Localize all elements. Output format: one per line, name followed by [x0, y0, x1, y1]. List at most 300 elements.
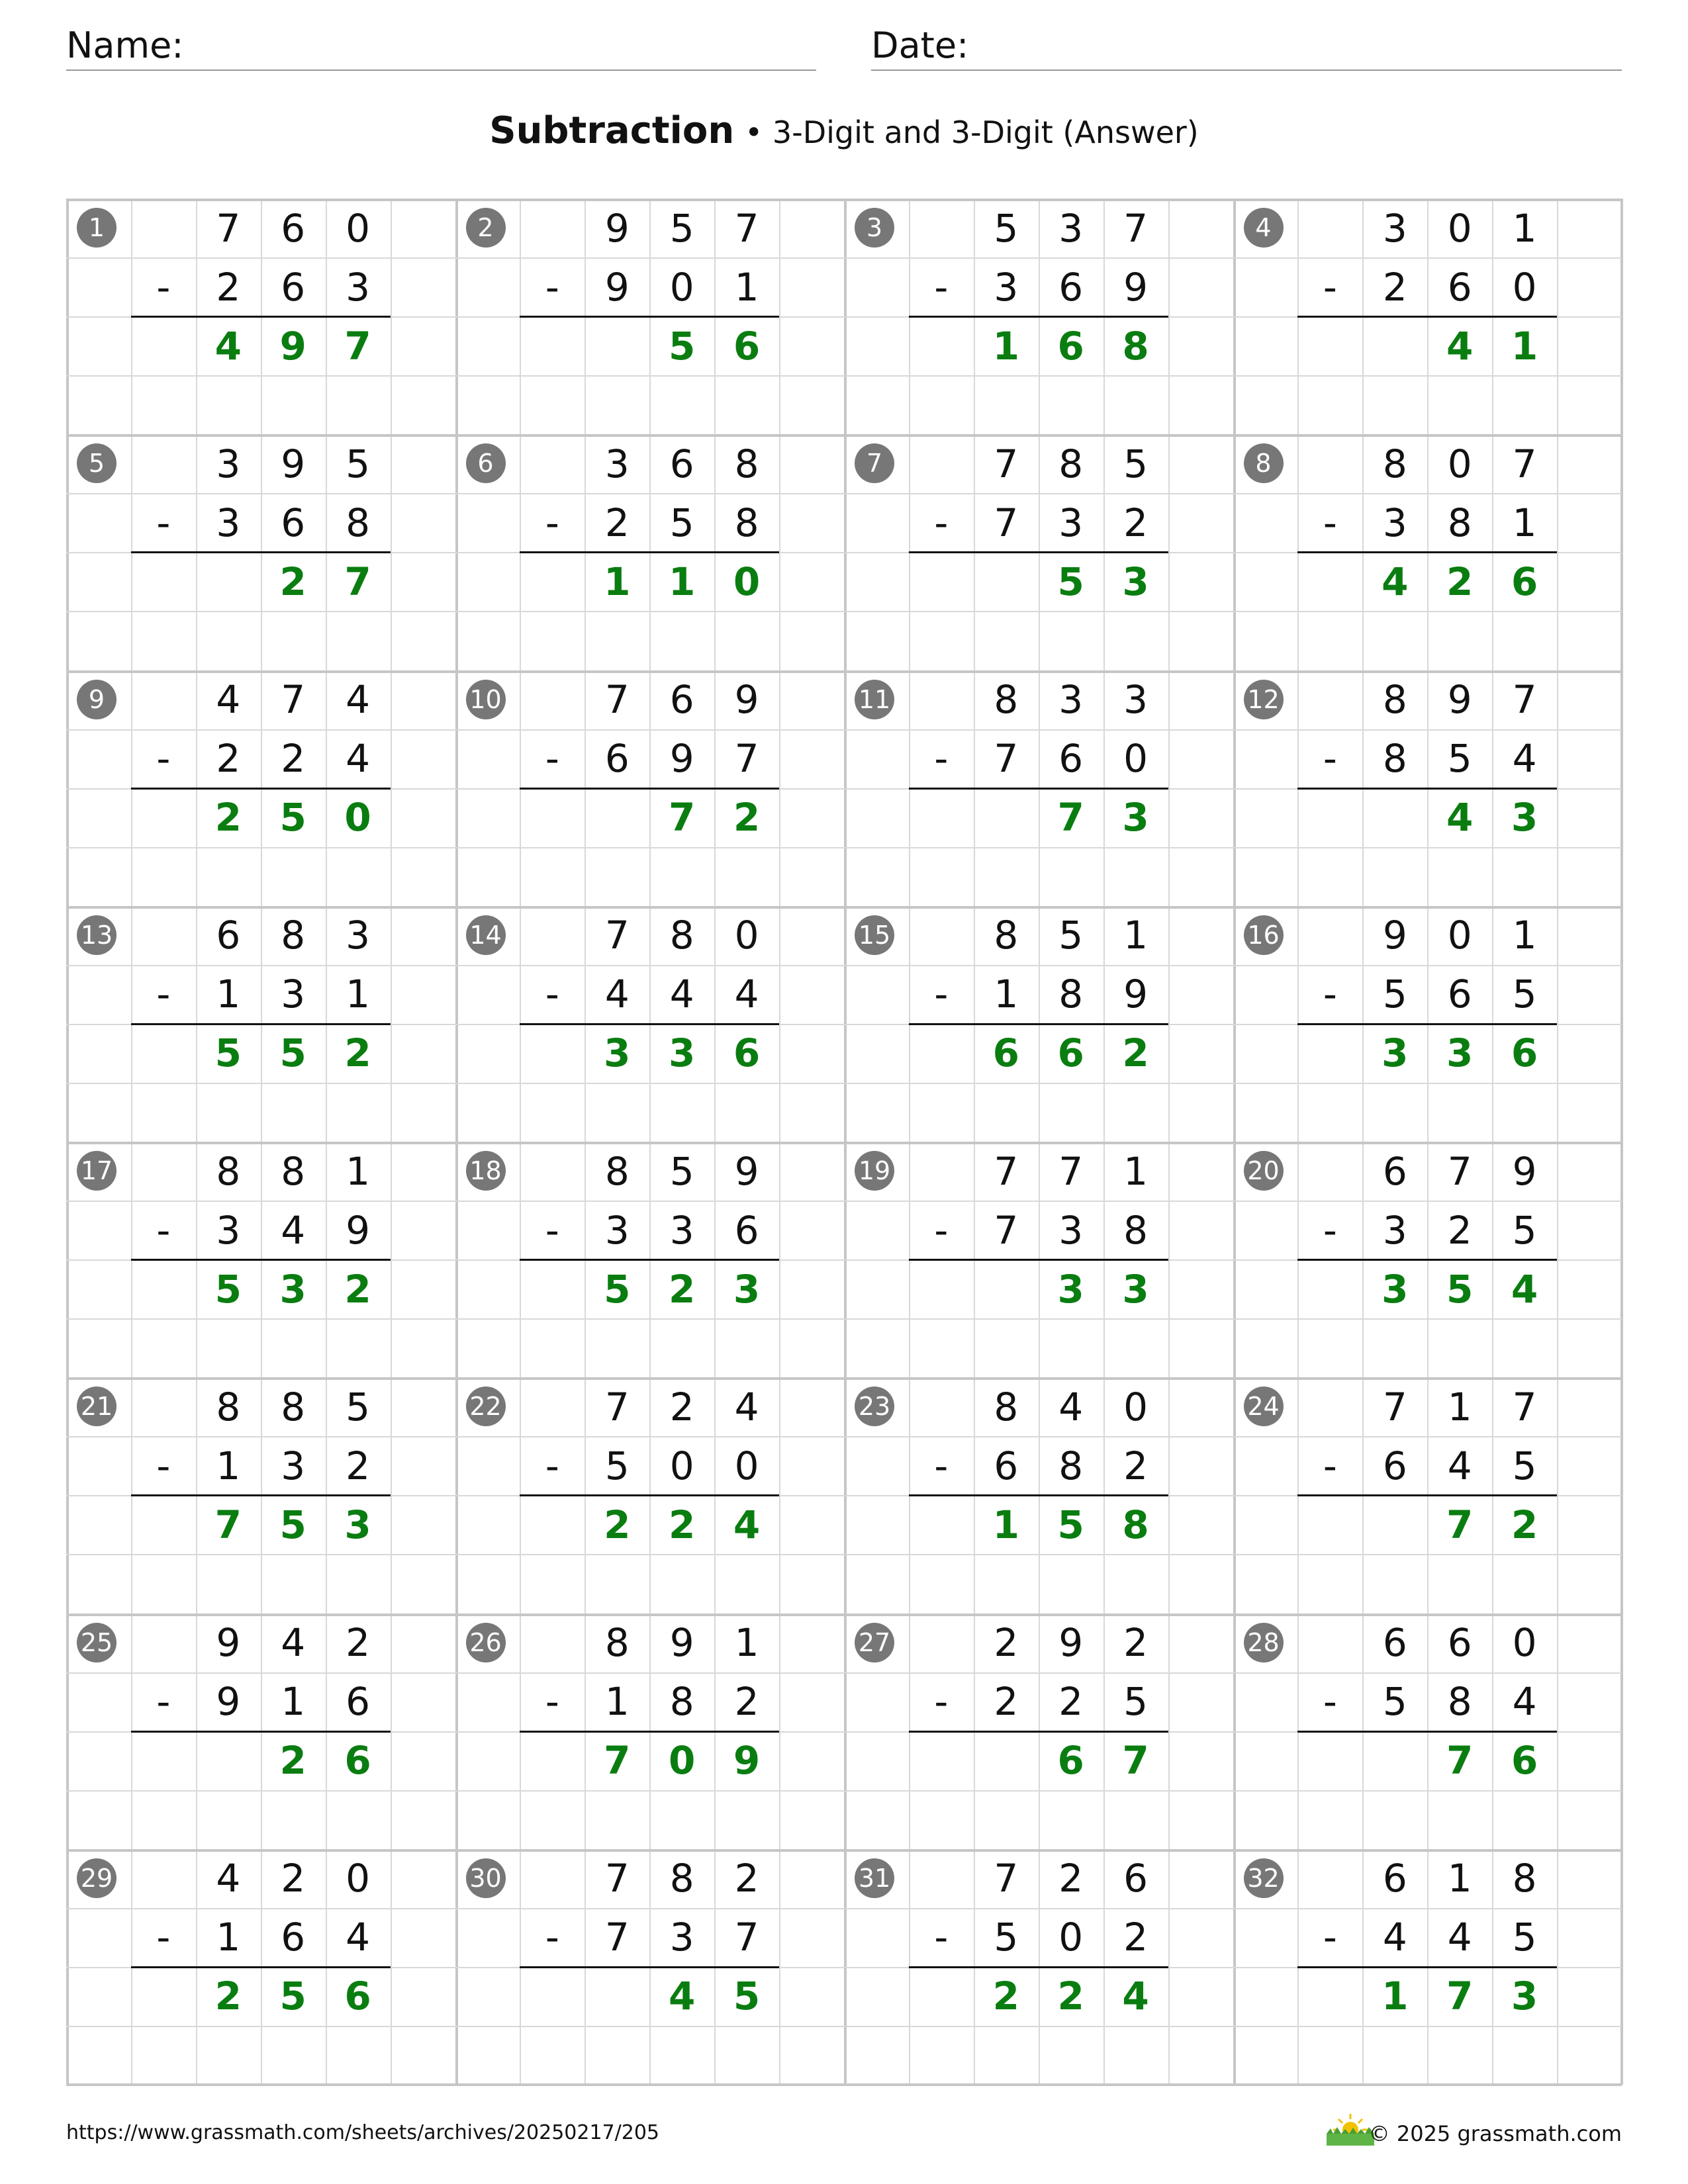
- answer-digit: 2: [1511, 1502, 1538, 1547]
- answer-digit: 9: [733, 1738, 761, 1784]
- subtrahend-digit: 3: [604, 1207, 630, 1253]
- minuend-digit: 9: [1382, 913, 1407, 958]
- subtrahend-digit: 1: [216, 1443, 241, 1488]
- minuend-digit: 1: [1447, 1856, 1472, 1901]
- problem-number-badge: 29: [77, 1858, 117, 1898]
- subtrahend-digit: 4: [346, 1915, 371, 1960]
- answer-rule: [1297, 1731, 1557, 1733]
- problem-number-badge: 14: [466, 915, 506, 955]
- subtrahend-digit: 2: [1447, 1207, 1472, 1253]
- minus-sign: -: [156, 1915, 171, 1960]
- minuend-digit: 0: [346, 1856, 371, 1901]
- subtrahend-digit: 8: [734, 500, 759, 545]
- minuend-digit: 5: [1058, 913, 1084, 958]
- minuend-digit: 7: [281, 677, 306, 723]
- minus-sign: -: [1323, 1207, 1337, 1253]
- subtrahend-digit: 9: [1123, 264, 1149, 310]
- problem-number-badge: 17: [77, 1151, 117, 1191]
- answer-digit: 3: [604, 1030, 631, 1076]
- subtrahend-digit: 2: [216, 264, 241, 310]
- minuend-digit: 8: [281, 1148, 306, 1194]
- minuend-digit: 9: [216, 1620, 241, 1666]
- minuend-digit: 4: [734, 1384, 759, 1430]
- minuend-digit: 5: [346, 441, 371, 486]
- minus-sign: -: [1323, 736, 1337, 782]
- minus-sign: -: [156, 1679, 171, 1725]
- problem-number-badge: 16: [1244, 915, 1284, 955]
- subtrahend-digit: 0: [734, 1443, 759, 1488]
- minuend-digit: 7: [604, 677, 630, 723]
- name-label: Name:: [66, 24, 184, 66]
- minuend-digit: 3: [216, 441, 241, 486]
- answer-rule: [520, 1966, 779, 1968]
- answer-rule: [520, 1023, 779, 1025]
- answer-digit: 1: [992, 323, 1019, 369]
- answer-digit: 7: [1446, 1738, 1474, 1784]
- minus-sign: -: [545, 972, 559, 1017]
- footer-copyright: © 2025 grassmath.com: [1368, 2121, 1622, 2146]
- subtrahend-digit: 6: [346, 1679, 371, 1725]
- subtrahend-digit: 7: [734, 736, 759, 782]
- minuend-digit: 7: [604, 913, 630, 958]
- minuend-digit: 1: [1512, 913, 1537, 958]
- problem-number-badge: 12: [1244, 680, 1284, 719]
- answer-digit: 2: [1122, 1030, 1149, 1076]
- subtrahend-digit: 5: [1447, 736, 1472, 782]
- answer-digit: 7: [1446, 1502, 1474, 1547]
- answer-rule: [520, 1259, 779, 1261]
- answer-digit: 3: [733, 1266, 761, 1312]
- subtrahend-digit: 4: [1512, 1679, 1537, 1725]
- subtrahend-digit: 6: [1058, 736, 1084, 782]
- minuend-digit: 9: [734, 1148, 759, 1194]
- subtrahend-digit: 9: [604, 264, 630, 310]
- problem-number-badge: 28: [1244, 1623, 1284, 1662]
- minus-sign: -: [934, 500, 949, 545]
- problem-number-badge: 7: [855, 443, 894, 483]
- problem-number-badge: 13: [77, 915, 117, 955]
- subtrahend-digit: 3: [281, 972, 306, 1017]
- answer-rule: [131, 1731, 391, 1733]
- subtrahend-digit: 4: [734, 972, 759, 1017]
- minuend-digit: 2: [281, 1856, 306, 1901]
- answer-digit: 6: [1511, 1030, 1538, 1076]
- answer-digit: 4: [1511, 1266, 1538, 1312]
- answer-digit: 0: [669, 1738, 696, 1784]
- answer-rule: [909, 1259, 1168, 1261]
- answer-digit: 4: [1382, 559, 1409, 604]
- subtrahend-digit: 7: [994, 500, 1019, 545]
- minuend-digit: 9: [281, 441, 306, 486]
- subtrahend-digit: 3: [346, 264, 371, 310]
- minuend-digit: 2: [1123, 1620, 1149, 1666]
- minus-sign: -: [934, 1679, 949, 1725]
- answer-digit: 5: [733, 1974, 761, 2019]
- subtrahend-digit: 5: [1512, 1443, 1537, 1488]
- answer-digit: 5: [214, 1266, 242, 1312]
- minuend-digit: 8: [281, 1384, 306, 1430]
- minuend-digit: 7: [734, 205, 759, 251]
- subtrahend-digit: 8: [346, 500, 371, 545]
- answer-rule: [1297, 1259, 1557, 1261]
- subtrahend-digit: 4: [1512, 736, 1537, 782]
- subtrahend-digit: 1: [994, 972, 1019, 1017]
- minuend-digit: 8: [216, 1148, 241, 1194]
- answer-rule: [131, 1966, 391, 1968]
- subtrahend-digit: 5: [1512, 972, 1537, 1017]
- answer-digit: 2: [604, 1502, 631, 1547]
- subtrahend-digit: 6: [604, 736, 630, 782]
- subtrahend-digit: 2: [1058, 1679, 1084, 1725]
- answer-digit: 2: [344, 1266, 371, 1312]
- subtrahend-digit: 6: [281, 264, 306, 310]
- minuend-digit: 8: [669, 1856, 694, 1901]
- answer-digit: 6: [344, 1738, 371, 1784]
- subtrahend-digit: 3: [1058, 500, 1084, 545]
- name-line: [66, 69, 816, 71]
- minus-sign: -: [156, 1443, 171, 1488]
- subtrahend-digit: 9: [216, 1679, 241, 1725]
- subtrahend-digit: 6: [1058, 264, 1084, 310]
- answer-digit: 0: [344, 795, 371, 841]
- minuend-digit: 1: [734, 1620, 759, 1666]
- subtrahend-digit: 2: [216, 736, 241, 782]
- answer-digit: 2: [279, 1738, 306, 1784]
- minuend-digit: 7: [1512, 677, 1537, 723]
- subtrahend-digit: 0: [1058, 1915, 1084, 1960]
- answer-rule: [131, 1494, 391, 1496]
- subtrahend-digit: 5: [669, 500, 694, 545]
- minuend-digit: 9: [1512, 1148, 1537, 1194]
- grid-hline: [66, 847, 1622, 848]
- answer-rule: [909, 1731, 1168, 1733]
- minus-sign: -: [1323, 1443, 1337, 1488]
- answer-digit: 5: [1446, 1266, 1474, 1312]
- minuend-digit: 7: [604, 1384, 630, 1430]
- date-line: [871, 69, 1622, 71]
- answer-digit: 6: [1057, 323, 1084, 369]
- subtrahend-digit: 2: [604, 500, 630, 545]
- subtrahend-digit: 5: [604, 1443, 630, 1488]
- answer-digit: 2: [214, 795, 242, 841]
- answer-rule: [1297, 316, 1557, 318]
- minuend-digit: 9: [669, 1620, 694, 1666]
- name-field[interactable]: [66, 21, 816, 71]
- answer-rule: [131, 316, 391, 318]
- answer-rule: [909, 551, 1168, 553]
- minuend-digit: 6: [669, 677, 694, 723]
- minuend-digit: 6: [1382, 1620, 1407, 1666]
- minuend-digit: 8: [994, 677, 1019, 723]
- minuend-digit: 4: [1058, 1384, 1084, 1430]
- minuend-digit: 3: [1382, 205, 1407, 251]
- minuend-digit: 8: [1512, 1856, 1537, 1901]
- minuend-digit: 7: [1512, 441, 1537, 486]
- answer-digit: 0: [733, 559, 761, 604]
- answer-rule: [520, 1731, 779, 1733]
- subtrahend-digit: 2: [734, 1679, 759, 1725]
- minuend-digit: 8: [216, 1384, 241, 1430]
- subtrahend-digit: 4: [346, 736, 371, 782]
- problem-number-badge: 23: [855, 1387, 894, 1426]
- subtrahend-digit: 8: [669, 1679, 694, 1725]
- answer-digit: 2: [1446, 559, 1474, 604]
- minuend-digit: 9: [734, 677, 759, 723]
- answer-digit: 6: [344, 1974, 371, 2019]
- problem-number-badge: 24: [1244, 1387, 1284, 1426]
- minuend-digit: 0: [734, 913, 759, 958]
- answer-digit: 4: [1122, 1974, 1149, 2019]
- answer-rule: [909, 788, 1168, 790]
- answer-digit: 3: [1057, 1266, 1084, 1312]
- minus-sign: -: [545, 1443, 559, 1488]
- answer-digit: 6: [733, 1030, 761, 1076]
- subtrahend-digit: 3: [1382, 1207, 1407, 1253]
- minuend-digit: 8: [281, 913, 306, 958]
- answer-rule: [1297, 551, 1557, 553]
- subtrahend-digit: 3: [669, 1207, 694, 1253]
- answer-digit: 1: [1511, 323, 1538, 369]
- subtrahend-digit: 7: [604, 1915, 630, 1960]
- answer-digit: 2: [1057, 1974, 1084, 2019]
- subtrahend-digit: 2: [281, 736, 306, 782]
- subtrahend-digit: 8: [1382, 736, 1407, 782]
- answer-digit: 9: [279, 323, 306, 369]
- minuend-digit: 0: [1447, 441, 1472, 486]
- problem-number-badge: 26: [466, 1623, 506, 1662]
- problem-number-badge: 11: [855, 680, 894, 719]
- problem-number-badge: 3: [855, 208, 894, 248]
- minuend-digit: 6: [281, 205, 306, 251]
- minuend-digit: 7: [994, 1856, 1019, 1901]
- problem-number-badge: 8: [1244, 443, 1284, 483]
- subtrahend-digit: 8: [1058, 1443, 1084, 1488]
- answer-digit: 3: [1446, 1030, 1474, 1076]
- subtrahend-digit: 4: [1447, 1915, 1472, 1960]
- minuend-digit: 9: [1447, 677, 1472, 723]
- minuend-digit: 5: [1123, 441, 1149, 486]
- minuend-digit: 8: [734, 441, 759, 486]
- answer-rule: [131, 1023, 391, 1025]
- minuend-digit: 6: [1123, 1856, 1149, 1901]
- problem-number-badge: 32: [1244, 1858, 1284, 1898]
- minuend-digit: 1: [1123, 913, 1149, 958]
- minuend-digit: 3: [1058, 205, 1084, 251]
- answer-rule: [1297, 1023, 1557, 1025]
- minus-sign: -: [1323, 500, 1337, 545]
- minus-sign: -: [934, 1443, 949, 1488]
- minuend-digit: 7: [216, 205, 241, 251]
- worksheet-title: [0, 109, 1688, 152]
- problem-number-badge: 6: [466, 443, 506, 483]
- answer-rule: [909, 1023, 1168, 1025]
- subtrahend-digit: 3: [216, 1207, 241, 1253]
- problem-grid: [66, 199, 1622, 2085]
- subtrahend-digit: 1: [216, 1915, 241, 1960]
- problem-number-badge: 22: [466, 1387, 506, 1426]
- grid-hline: [66, 2026, 1622, 2027]
- subtrahend-digit: 2: [1123, 500, 1149, 545]
- answer-digit: 2: [992, 1974, 1019, 2019]
- grid-hline: [66, 2083, 1622, 2086]
- subtrahend-digit: 0: [669, 1443, 694, 1488]
- subtrahend-digit: 2: [346, 1443, 371, 1488]
- answer-digit: 5: [1057, 1502, 1084, 1547]
- minuend-digit: 6: [1382, 1148, 1407, 1194]
- subtrahend-digit: 4: [669, 972, 694, 1017]
- minuend-digit: 0: [1447, 205, 1472, 251]
- subtrahend-digit: 8: [1447, 1679, 1472, 1725]
- minus-sign: -: [545, 736, 559, 782]
- minuend-digit: 7: [1447, 1148, 1472, 1194]
- minuend-digit: 0: [1123, 1384, 1149, 1430]
- answer-digit: 8: [1122, 323, 1149, 369]
- answer-digit: 6: [1057, 1030, 1084, 1076]
- answer-digit: 7: [669, 795, 696, 841]
- answer-digit: 2: [214, 1974, 242, 2019]
- answer-digit: 7: [604, 1738, 631, 1784]
- minuend-digit: 0: [346, 205, 371, 251]
- subtrahend-digit: 5: [1382, 972, 1407, 1017]
- answer-rule: [520, 316, 779, 318]
- subtrahend-digit: 6: [1447, 972, 1472, 1017]
- answer-digit: 7: [344, 323, 371, 369]
- answer-digit: 1: [604, 559, 631, 604]
- answer-digit: 3: [1382, 1030, 1409, 1076]
- problem-number-badge: 1: [77, 208, 117, 248]
- answer-rule: [909, 316, 1168, 318]
- subtrahend-digit: 3: [1382, 500, 1407, 545]
- subtrahend-digit: 5: [1512, 1207, 1537, 1253]
- subtrahend-digit: 7: [994, 1207, 1019, 1253]
- minuend-digit: 4: [216, 677, 241, 723]
- answer-digit: 7: [214, 1502, 242, 1547]
- minuend-digit: 8: [994, 913, 1019, 958]
- problem-number-badge: 30: [466, 1858, 506, 1898]
- subtrahend-digit: 8: [1447, 500, 1472, 545]
- minuend-digit: 5: [346, 1384, 371, 1430]
- answer-rule: [1297, 788, 1557, 790]
- answer-digit: 6: [1057, 1738, 1084, 1784]
- problem-number-badge: 19: [855, 1151, 894, 1191]
- answer-digit: 3: [1122, 795, 1149, 841]
- problem-number-badge: 25: [77, 1623, 117, 1662]
- title-main: Subtraction: [489, 109, 735, 152]
- answer-digit: 3: [279, 1266, 306, 1312]
- answer-digit: 4: [214, 323, 242, 369]
- problem-number-badge: 21: [77, 1387, 117, 1426]
- subtrahend-digit: 9: [1123, 972, 1149, 1017]
- answer-digit: 3: [1122, 559, 1149, 604]
- minuend-digit: 6: [216, 913, 241, 958]
- minus-sign: -: [156, 972, 171, 1017]
- minuend-digit: 2: [1058, 1856, 1084, 1901]
- minus-sign: -: [1323, 1679, 1337, 1725]
- answer-digit: 5: [279, 1030, 306, 1076]
- subtrahend-digit: 1: [216, 972, 241, 1017]
- minuend-digit: 7: [994, 441, 1019, 486]
- minuend-digit: 8: [669, 913, 694, 958]
- answer-digit: 5: [604, 1266, 631, 1312]
- subtrahend-digit: 4: [604, 972, 630, 1017]
- answer-digit: 1: [1382, 1974, 1409, 2019]
- minuend-digit: 5: [669, 205, 694, 251]
- minuend-digit: 8: [604, 1148, 630, 1194]
- subtrahend-digit: 8: [1058, 972, 1084, 1017]
- problem-number-badge: 5: [77, 443, 117, 483]
- minuend-digit: 1: [1447, 1384, 1472, 1430]
- problem-number-badge: 27: [855, 1623, 894, 1662]
- subtrahend-digit: 6: [734, 1207, 759, 1253]
- problem-number-badge: 4: [1244, 208, 1284, 248]
- minuend-digit: 3: [346, 913, 371, 958]
- problem-number-badge: 18: [466, 1151, 506, 1191]
- minus-sign: -: [1323, 1915, 1337, 1960]
- minuend-digit: 8: [604, 1620, 630, 1666]
- answer-digit: 6: [1511, 559, 1538, 604]
- minus-sign: -: [156, 500, 171, 545]
- minus-sign: -: [545, 1915, 559, 1960]
- minuend-digit: 0: [1512, 1620, 1537, 1666]
- subtrahend-digit: 4: [1447, 1443, 1472, 1488]
- subtrahend-digit: 6: [281, 500, 306, 545]
- minuend-digit: 4: [281, 1620, 306, 1666]
- minuend-digit: 1: [1512, 205, 1537, 251]
- footer-url[interactable]: https://www.grassmath.com/sheets/archives/20250217/205: [66, 2121, 660, 2144]
- subtrahend-digit: 2: [1123, 1443, 1149, 1488]
- minuend-digit: 1: [1123, 1148, 1149, 1194]
- answer-digit: 2: [669, 1266, 696, 1312]
- date-field[interactable]: [871, 21, 1622, 71]
- minus-sign: -: [934, 264, 949, 310]
- minuend-digit: 5: [669, 1148, 694, 1194]
- answer-digit: 5: [279, 1502, 306, 1547]
- answer-digit: 2: [733, 795, 761, 841]
- minuend-digit: 2: [994, 1620, 1019, 1666]
- answer-digit: 8: [1122, 1502, 1149, 1547]
- subtrahend-digit: 5: [994, 1915, 1019, 1960]
- subtrahend-digit: 6: [994, 1443, 1019, 1488]
- minus-sign: -: [545, 1207, 559, 1253]
- minus-sign: -: [934, 736, 949, 782]
- answer-digit: 2: [279, 559, 306, 604]
- minuend-digit: 2: [346, 1620, 371, 1666]
- grid-hline: [66, 1554, 1622, 1555]
- minuend-digit: 3: [604, 441, 630, 486]
- subtrahend-digit: 3: [669, 1915, 694, 1960]
- minuend-digit: 7: [604, 1856, 630, 1901]
- minuend-digit: 6: [669, 441, 694, 486]
- grid-hline: [66, 1318, 1622, 1320]
- minuend-digit: 4: [346, 677, 371, 723]
- answer-digit: 2: [344, 1030, 371, 1076]
- subtrahend-digit: 6: [1447, 264, 1472, 310]
- title-sub: • 3-Digit and 3-Digit (Answer): [745, 114, 1199, 150]
- minuend-digit: 4: [216, 1856, 241, 1901]
- answer-digit: 4: [1446, 795, 1474, 841]
- answer-digit: 3: [1511, 795, 1538, 841]
- answer-rule: [520, 1494, 779, 1496]
- answer-digit: 5: [279, 795, 306, 841]
- subtrahend-digit: 0: [1123, 736, 1149, 782]
- answer-digit: 5: [279, 1974, 306, 2019]
- minus-sign: -: [1323, 972, 1337, 1017]
- answer-rule: [909, 1966, 1168, 1968]
- grid-hline: [66, 375, 1622, 377]
- subtrahend-digit: 7: [734, 1915, 759, 1960]
- answer-digit: 2: [669, 1502, 696, 1547]
- answer-rule: [131, 788, 391, 790]
